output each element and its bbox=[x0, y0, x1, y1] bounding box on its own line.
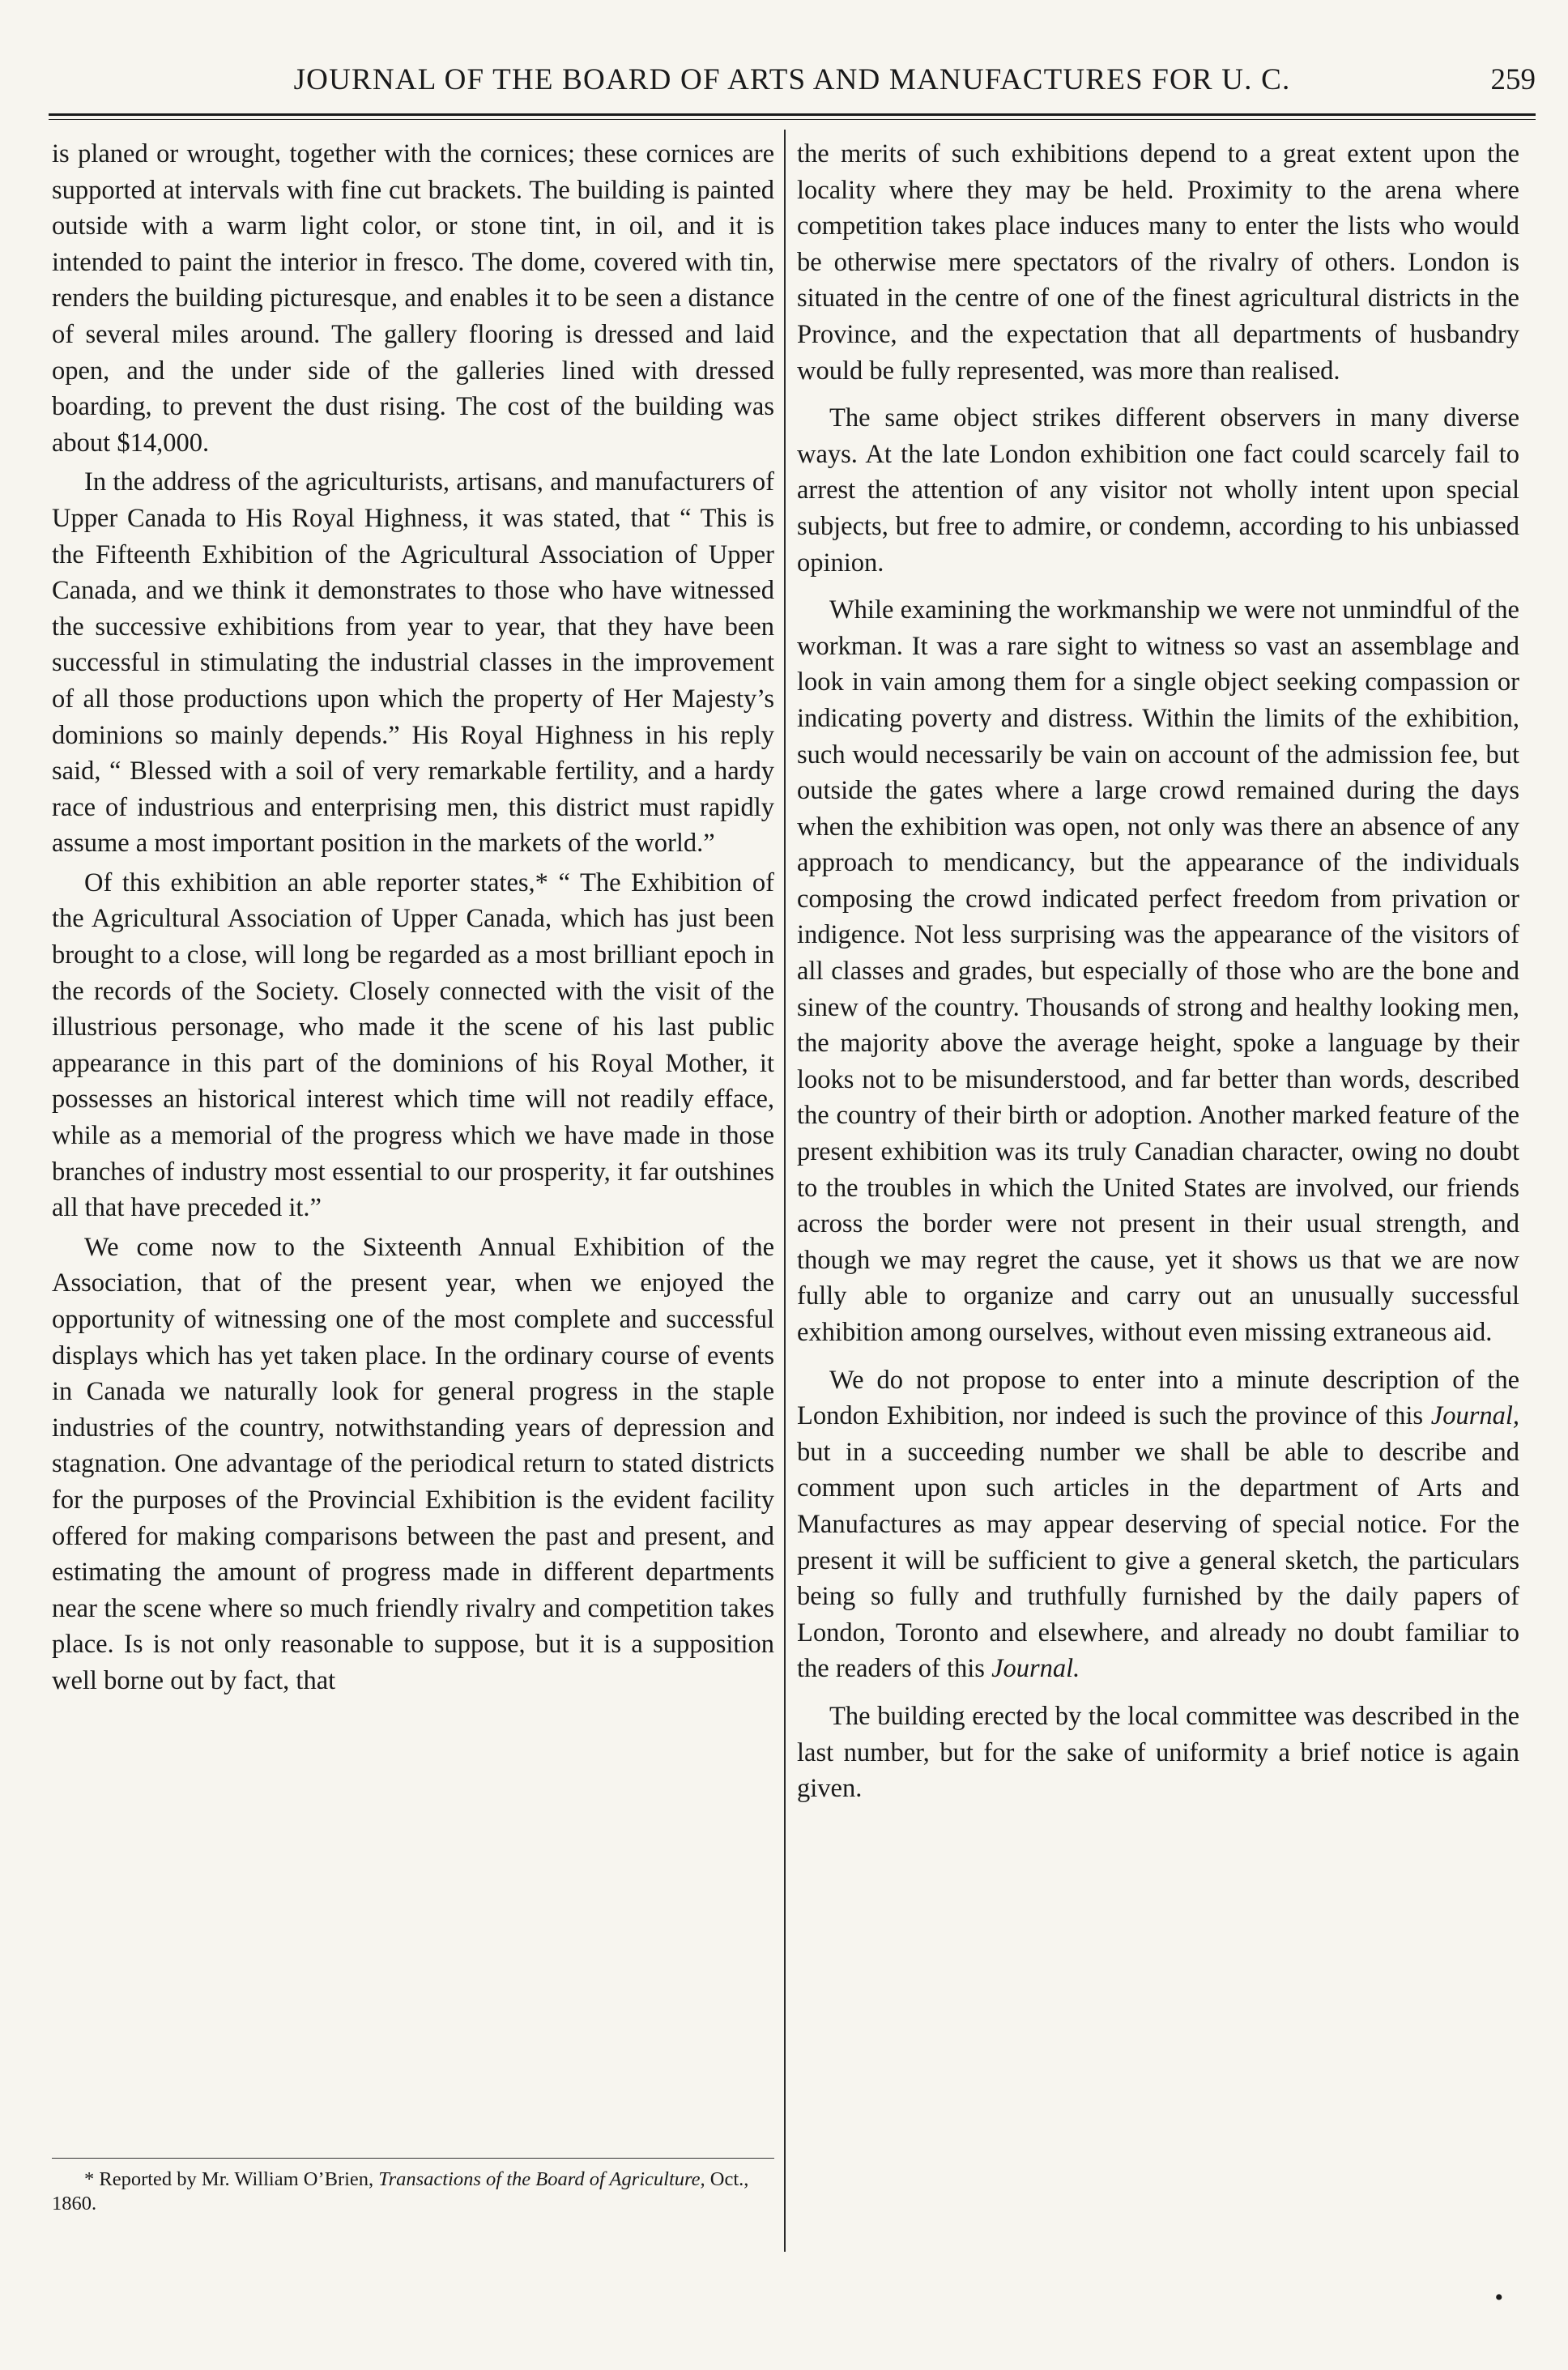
paragraph: The building erected by the local committee was described in the last number, but for the sake of uniformity a brief notice is again given. bbox=[797, 1701, 1519, 1804]
footnote-rule bbox=[52, 2158, 774, 2159]
printer-mark: • bbox=[1494, 2284, 1503, 2311]
left-column bbox=[52, 136, 774, 1699]
footnote-source: Transactions of the Board of Agriculture, bbox=[378, 2168, 705, 2190]
journal-title: Journal. bbox=[991, 1654, 1080, 1684]
footnote-suffix: Oct., 1860. bbox=[52, 2168, 749, 2214]
paragraph: We come now to the Sixteenth Annual Exhibition of the Association, that of the present year, when we enjoyed the opportunity of witnessing one of the most complete and successful displays which has yet taken place. In the ordinary course of events in Canada we naturally look for general progress in the staple industries of the country, notwithstanding years of depression and stagnation. One advantage of the periodical return to stated districts for the purposes of the Provincial Exhibition is the evident facility offered for making comparisons between the past and present, and estimating the amount of progress made in different departments near the scene where so much friendly rivalry and competition takes place. Is is not only reasonable to suppose, but it is a supposition well borne out by fact, that bbox=[52, 1232, 774, 1695]
paragraph: The same object strikes different observers in many diverse ways. At the late London exhibition one fact could scarcely fail to arrest the attention of any visitor not wholly intent upon special subjects, but free to admire, or condemn, according to his unbiassed opinion. bbox=[797, 403, 1519, 578]
footnote bbox=[52, 2168, 774, 2216]
footnote-text bbox=[52, 2168, 774, 2216]
paragraph: While examining the workmanship we were not unmindful of the workman. It was a rare sight to witness so vast an assemblage and look in vain among them for a single object seeking compassion or indicating poverty and distress. Within the limits of the exhibition, such would necessarily be vain on account of the admission fee, but outside the gates where a large crowd remained during the days when the exhibition was open, not only was there an absence of any approach to mendicancy, but the appearance of the individuals composing the crowd indicated perfect freedom from privation or indigence. Not less surprising was the appearance of the visitors of all classes and grades, but especially of those who are the bone and sinew of the country. Thousands of strong and healthy looking men, the majority above the average height, spoke a language by their looks not to be misunderstood, and far better than words, described the country of their birth or adoption. Another marked feature of the present exhibition was its truly Canadian character, owing no doubt to the troubles in which the United States are involved, our friends across the border were not present in their usual strength, and though we may regret the cause, yet it shows us that we are now fully able to organize and carry out an unusually successful exhibition among ourselves, without even missing extraneous aid. bbox=[797, 595, 1519, 1347]
paragraph: In the address of the agriculturists, artisans, and manufacturers of Upper Canada to His Royal Highness, it was stated, that “ This is the Fifteenth Exhibition of the Agricultural Association of Upper Canada, and we think it demonstrates to those who have witnessed the successive exhibitions from year to year, that they have been successful in stimulating the industrial classes in the improvement of all those productions upon which the property of Her Majesty’s dominions so mainly depends.” His Royal Highness in his reply said, “ Blessed with a soil of very remarkable fertility, and a hardy race of industrious and enterprising men, this district must rapidly assume a most important position in the markets of the world.” bbox=[52, 467, 774, 859]
paragraph: the merits of such exhibitions depend to a great extent upon the locality where they may be held. Proximity to the arena where competition takes place induces many to enter the lists who would be otherwise mere spectators of the rivalry of others. London is situated in the centre of one of the finest agricultural districts in the Province, and the expectation that all departments of husbandry would be fully represented, was more than realised. bbox=[797, 139, 1519, 386]
journal-title: Journal, bbox=[1430, 1401, 1519, 1431]
paragraph: Of this exhibition an able reporter states,* “ The Exhibition of the Agricultural Association of Upper Canada, which has just been brought to a close, will long be regarded as a most brilliant epoch in the records of the Society. Closely connected with the visit of the illustrious personage, who made it the scene of his last public appearance in this part of the dominions of his Royal Mother, it possesses an historical interest which time will not readily efface, while as a memorial of the progress which we have made in those branches of industry most essential to our prosperity, it far outshines all that have preceded it.” bbox=[52, 867, 774, 1223]
paragraph bbox=[797, 1362, 1519, 1687]
paragraph: is planed or wrought, together with the cornices; these cornices are supported at intervals with fine cut brackets. The building is painted outside with a warm light color, or stone tint, in oil, and it is intended to paint the interior in fresco. The dome, covered with tin, renders the building picturesque, and enables it to be seen a distance of several miles around. The gallery flooring is dressed and laid open, and the under side of the galleries lined with dressed boarding, to prevent the dust rising. The cost of the building was about $14,000. bbox=[52, 139, 774, 458]
page-header bbox=[49, 49, 1536, 97]
page-number: 259 bbox=[1490, 63, 1536, 96]
text-run: but in a succeeding number we shall be able to describe and comment upon such articles in the department of Arts and Manufactures as may appear deserving of special notice. For the present it will be sufficient to give a general sketch, the particulars being so fully and truthfully furnished by the daily papers of London, Toronto and elsewhere, and already no doubt familiar to the readers of this bbox=[797, 1437, 1519, 1684]
running-head: JOURNAL OF THE BOARD OF ARTS AND MANUFACTURES FOR U. C. bbox=[293, 63, 1291, 96]
column-divider bbox=[784, 130, 786, 2252]
header-rule bbox=[49, 113, 1536, 116]
header-rule-thin bbox=[49, 119, 1536, 120]
footnote-prefix: * Reported by Mr. William O’Brien, bbox=[84, 2168, 379, 2190]
text-run: We do not propose to enter into a minute description of the London Exhibition, nor indeed is such the province of this bbox=[797, 1365, 1519, 1431]
right-column bbox=[797, 136, 1519, 1807]
